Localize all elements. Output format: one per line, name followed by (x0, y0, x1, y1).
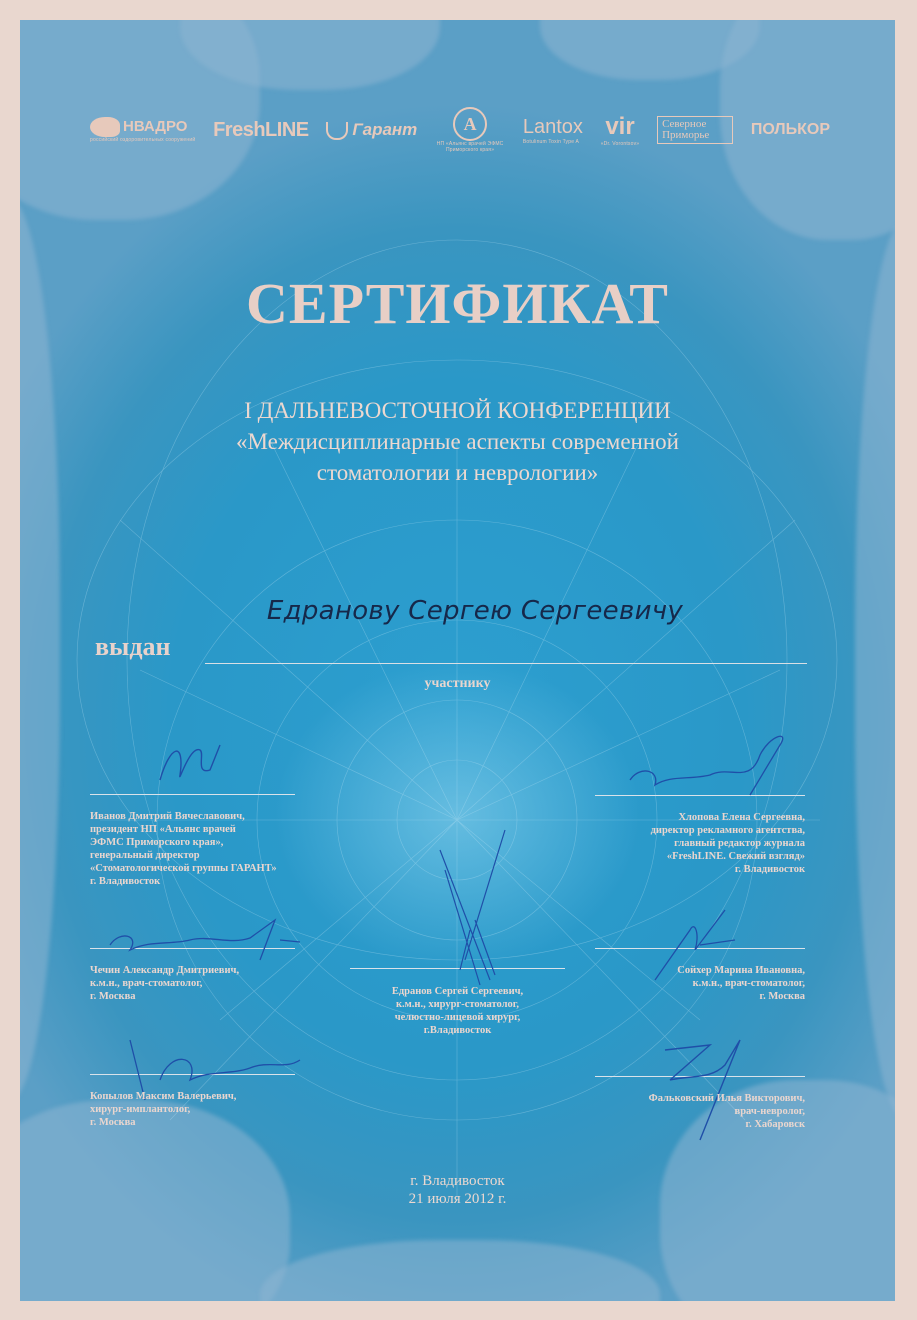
signatory-top-left: Иванов Дмитрий Вячеславович, президент НП «Альянс врачей ЭФМС Приморского края», генеральный директор «Стоматологической группы ГАРАНТ» г. Владивосток (90, 811, 277, 887)
sponsor-logo: А НП «Альянс врачей ЭФМС Приморского края» (435, 107, 505, 153)
signatory-middle-left: Чечин Александр Дмитриевич, к.м.н., врач-стоматолог, г. Москва (90, 965, 240, 1002)
smile-icon (326, 122, 348, 140)
conference-line: I ДАЛЬНЕВОСТОЧНОЙ КОНФЕРЕНЦИИ (244, 398, 671, 423)
signatory-top-right: Хлопова Елена Сергеевна, директор рекламного агентства, главный редактор журнала «FreshLINE. Свежий взгляд» г. Владивосток (650, 812, 805, 875)
certificate-title: СЕРТИФИКАТ (246, 271, 669, 336)
sponsor-logos (90, 100, 830, 160)
signature-mark (600, 725, 800, 805)
signature-mark (90, 900, 310, 970)
recipient-name: Едранову Сергею Сергеевичу (266, 596, 684, 626)
issue-city: г. Владивосток (410, 1173, 505, 1189)
conference-line: «Междисциплинарные аспекты современной (236, 429, 679, 454)
issue-place-date (20, 1172, 895, 1208)
conference-title (20, 395, 895, 488)
sponsor-logo: ПОЛЬКОР (750, 121, 830, 138)
signatory-bottom-right: Фальковский Илья Викторович, врач-невролог, г. Хабаровск (648, 1093, 805, 1130)
signatory-middle-right: Сойхер Марина Ивановна, к.м.н., врач-стоматолог, г. Москва (677, 965, 805, 1002)
recipient-underline (205, 663, 807, 664)
sponsor-logo: vir «Dr. Vorontsov» (600, 113, 640, 147)
issued-label: выдан (95, 632, 171, 661)
certificate-panel (20, 20, 895, 1301)
sponsor-logo: Гарант (326, 120, 417, 140)
signature-mark (420, 810, 540, 990)
sponsor-logo: FreshLINE (213, 118, 309, 141)
signatory-bottom-left: Копылов Максим Валерьевич, хирург-имплантолог, г. Москва (90, 1091, 237, 1128)
conference-line: стоматологии и неврологии» (316, 460, 599, 485)
issue-date: 21 июля 2012 г. (408, 1191, 507, 1207)
sponsor-logo: Северное Приморье (657, 116, 733, 144)
sponsor-logo: НВАДРО российский оздоровительных сооружений (90, 117, 196, 143)
sponsor-logo: Lantox Botulinum Toxin Type A (522, 115, 583, 145)
signatory-center: Едранов Сергей Сергеевич, к.м.н., хирург-стоматолог, челюстно-лицевой хирург, г.Владивосток (391, 986, 524, 1036)
signature-mark (150, 735, 230, 795)
sponsor-logo-icon (90, 117, 120, 137)
alliance-emblem-icon: А (453, 107, 487, 141)
recipient-role: участнику (424, 676, 491, 691)
